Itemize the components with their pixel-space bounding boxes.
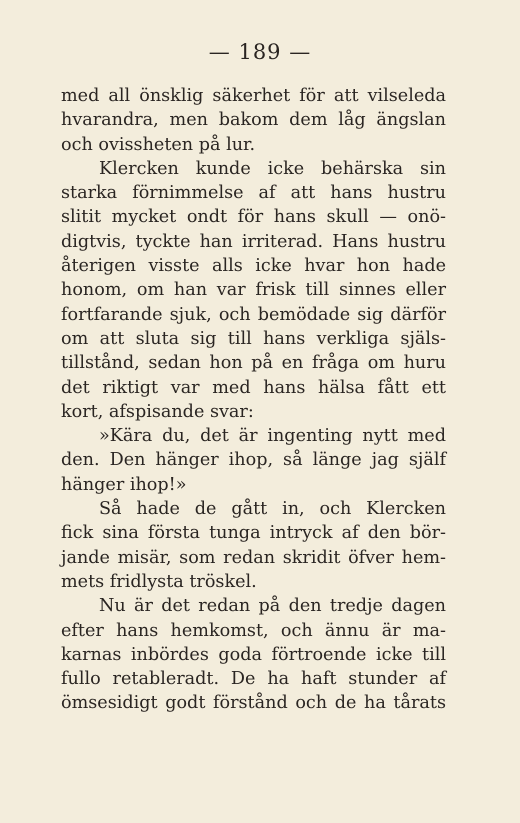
text-line: Så hade de gått in, och Klercken bbox=[99, 499, 446, 520]
text-line: hänger ihop!» bbox=[61, 474, 187, 495]
text-line: efter hans hemkomst, och ännu är ma- bbox=[61, 620, 446, 641]
text-line: Nu är det redan på den tredje dagen bbox=[99, 596, 446, 617]
text-line: karnas inbördes goda förtroende icke till bbox=[61, 644, 446, 665]
text-line: »Kära du, det är ingenting nytt med bbox=[99, 426, 446, 447]
text-line: och ovissheten på lur. bbox=[61, 134, 256, 155]
page-number: — 189 — bbox=[208, 40, 312, 64]
text-line: tillstånd, sedan hon på en fråga om huru bbox=[61, 353, 446, 374]
text-line: fortfarande sjuk, och bemödade sig därför bbox=[61, 304, 446, 325]
text-line: mets fridlysta tröskel. bbox=[61, 571, 257, 592]
text-line: slitit mycket ondt för hans skull — onö- bbox=[61, 207, 446, 228]
text-line: starka förnimmelse af att hans hustru bbox=[61, 183, 446, 204]
text-line: honom, om han var frisk till sinnes eller bbox=[61, 280, 446, 301]
text-line: med all önsklig säkerhet för att vilseleda bbox=[61, 86, 446, 106]
text-line: hvarandra, men bakom dem låg ängslan bbox=[61, 110, 446, 131]
text-line: det riktigt var med hans hälsa fått ett bbox=[61, 377, 446, 398]
body-text bbox=[61, 84, 446, 716]
text-line: fick sina första tunga intryck af den bör- bbox=[61, 523, 446, 544]
text-line: digtvis, tyckte han irriterad. Hans hustru bbox=[61, 231, 446, 252]
text-line: ömsesidigt godt förstånd och de ha tårats bbox=[61, 693, 446, 714]
text-line: jande misär, som redan skridit öfver hem- bbox=[61, 547, 446, 568]
text-line: om att sluta sig till hans verkliga själs- bbox=[61, 328, 446, 349]
text-line: fullo retableradt. De ha haft stunder af bbox=[61, 669, 446, 690]
text-line: Klercken kunde icke behärska sin bbox=[99, 158, 446, 179]
text-line: återigen visste alls icke hvar hon hade bbox=[61, 256, 446, 277]
text-line: kort, afspisande svar: bbox=[61, 401, 254, 422]
text-line: den. Den hänger ihop, så länge jag själf bbox=[61, 450, 446, 471]
